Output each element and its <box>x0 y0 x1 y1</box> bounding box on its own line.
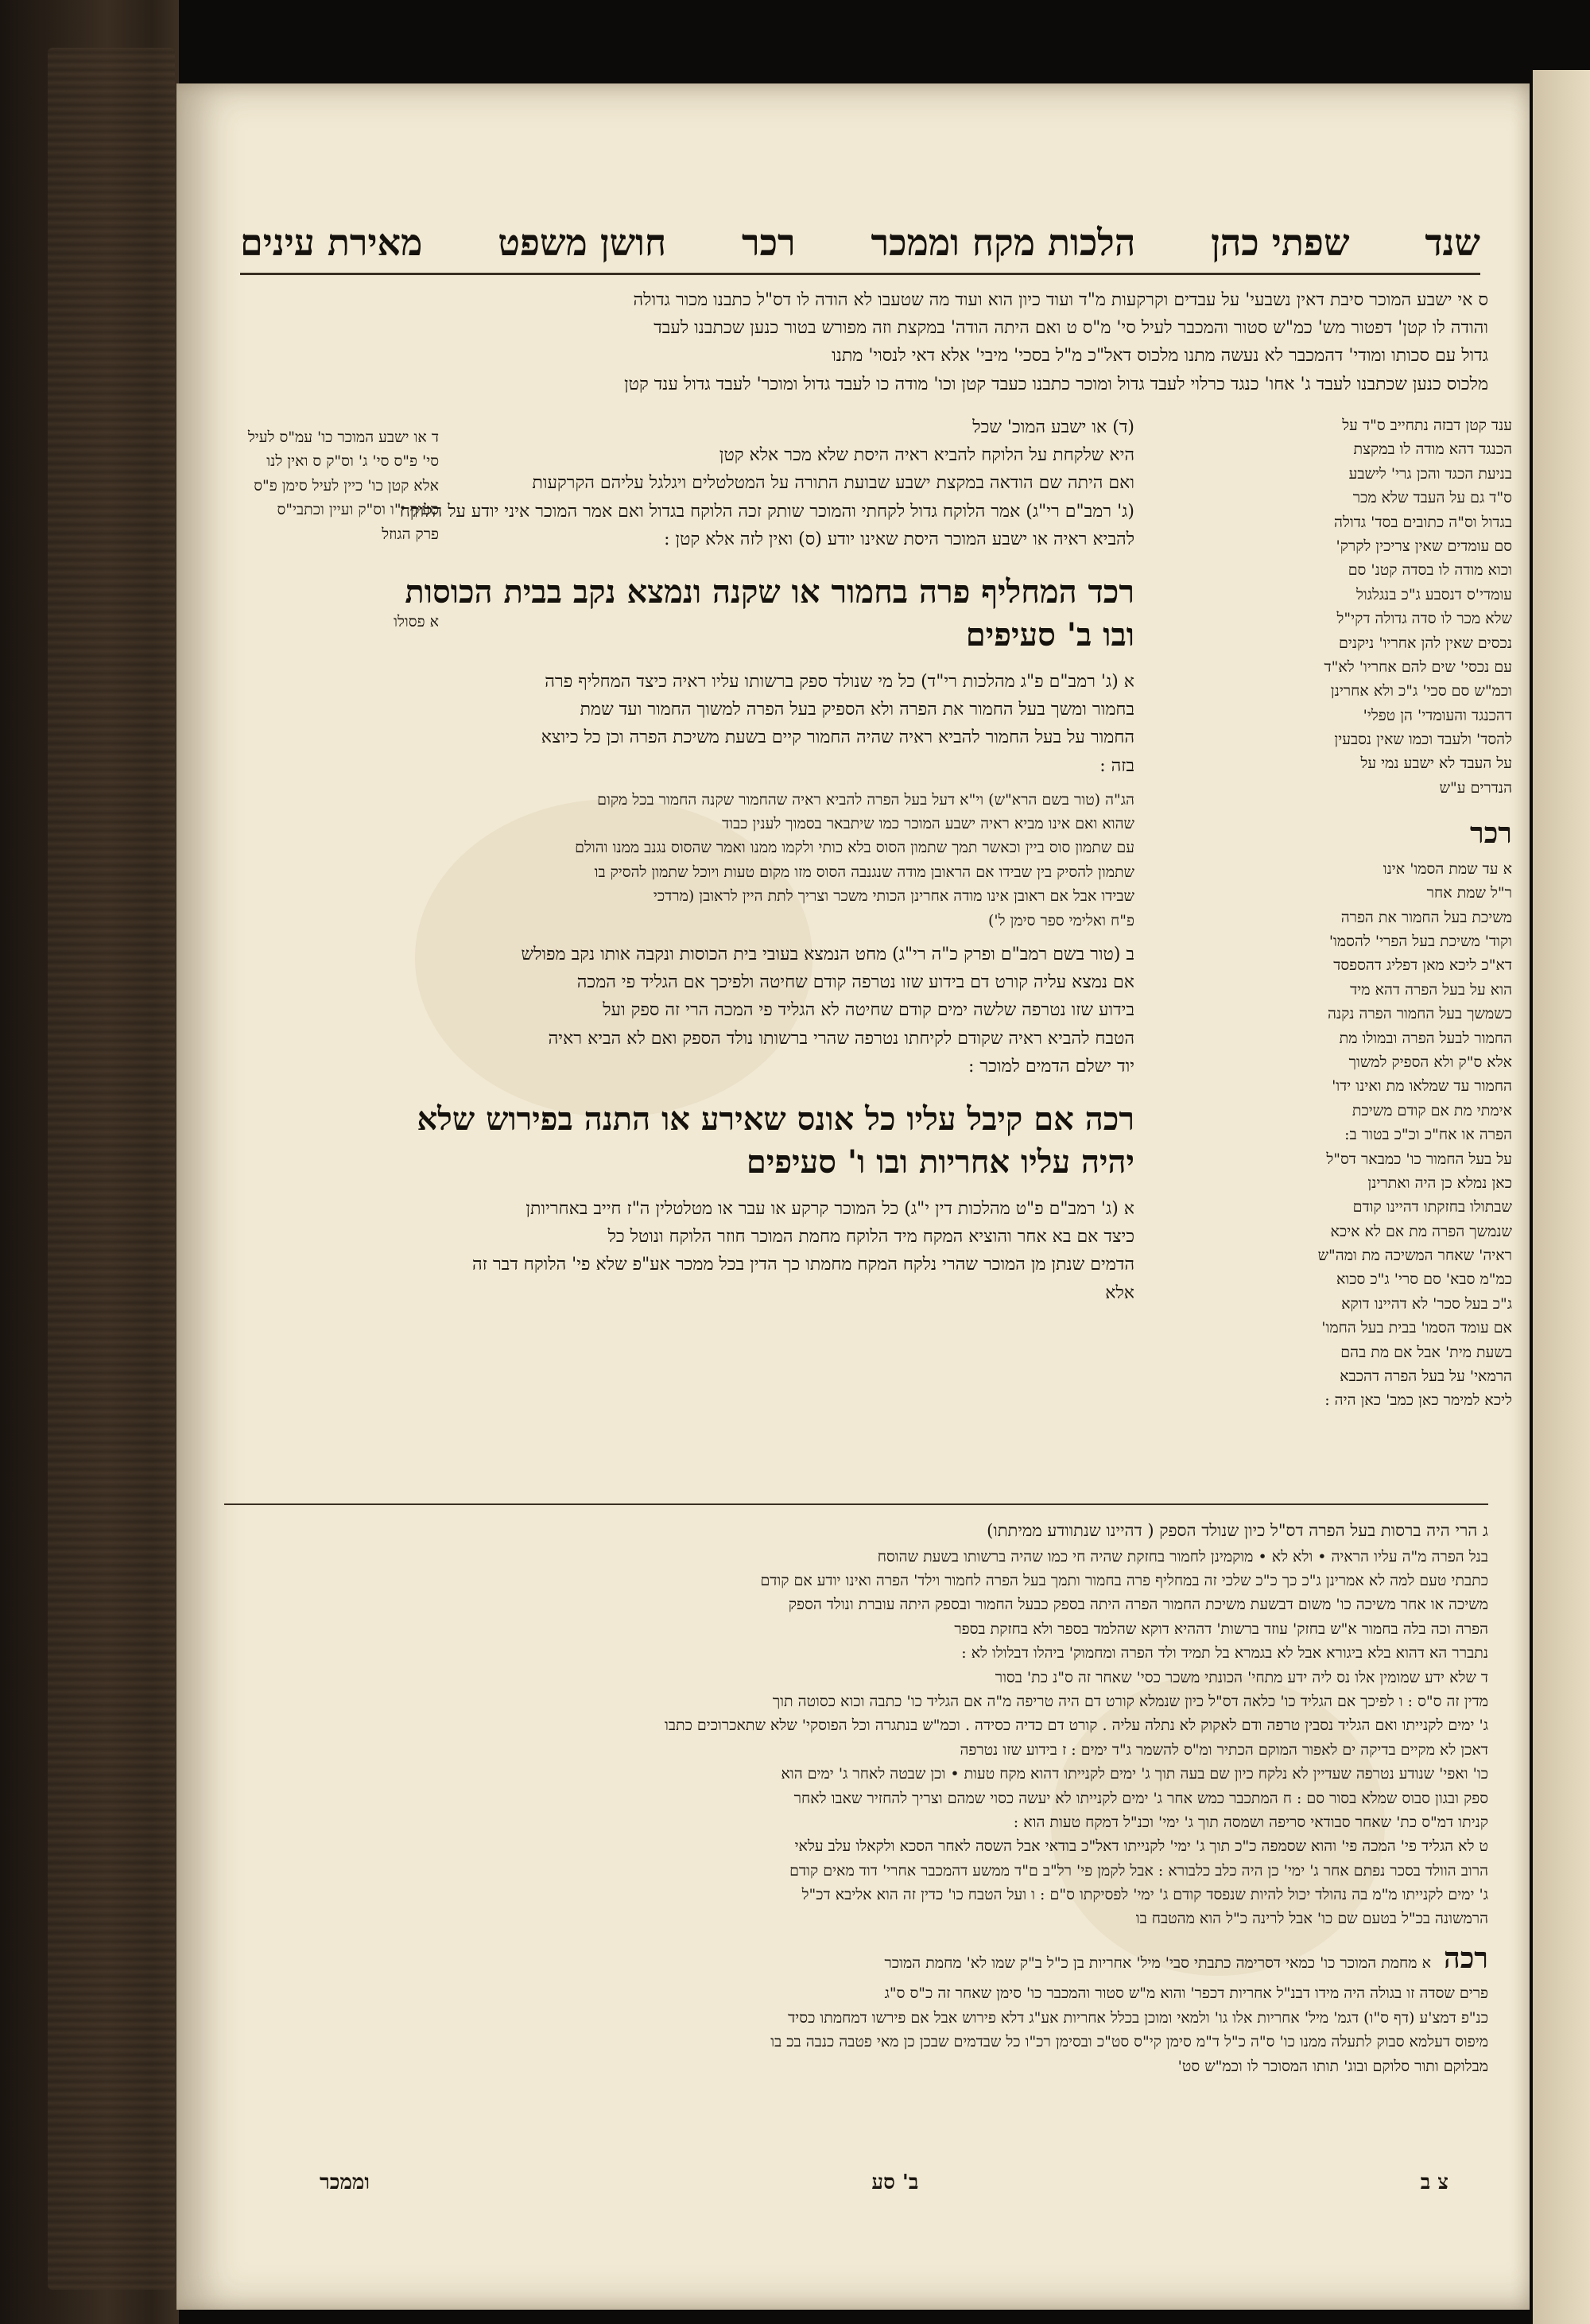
footer-signature: צ ב <box>1420 2171 1448 2194</box>
text-line: ב (טור בשם רמב"ם ופרק כ"ה רי"ג) מחט הנמצא בעובי בית הכוסות ונקבה אותו נקב מפולש <box>521 945 1134 965</box>
text-line: פ"ח ואלימי ספר סימן ל') <box>988 911 1134 929</box>
siman-224-title: רכה אם קיבל עליו כל אונס שאירע או התנה בפירוש שלא יהיה עליו אחריות ובו ו' סעיפים <box>417 1100 1134 1181</box>
text-line: כאן נמלא כן היה ואתרינן <box>1367 1174 1512 1192</box>
text-line: ג' ימים לקנייתו ואם הגליד נסבין טרפה ודם לאקוק לא נתלה עליה . קורט דם כדיה כסידה . וכמ"ש בנתגרה וכל הפוסקי' שלא שתאכרוכים כתבו <box>664 1717 1488 1735</box>
siman-223-paragraph-a <box>375 668 1134 780</box>
text-line: פרים שסדה זו בגולה היה מידו דבנ"ל אחריות דכפר' והוא מ"ש סטור והמכבר כו' סימן שאחר זה כ"ס ס"ג <box>884 1985 1488 2003</box>
text-line: ד או ישבע המוכר כו' עמ"ס לעיל <box>247 429 439 446</box>
text-line: ס אי ישבע המוכר סיבת דאין נשבעי' על עבדים וקרקעות מ"ד ועוד כיון הוא ועוד מה שטעבו לא הודה לו דס"ל כתבנו מכור גדולה <box>633 290 1488 310</box>
text-line: ר"ל שמת אחר <box>1426 884 1512 902</box>
book-page <box>176 83 1530 2310</box>
text-line: כשמשך בעל החמור הפרה נקנה <box>1328 1005 1512 1023</box>
text-line: הרוב הוולד בסכר נפתם אחר ג' ימי' כן היה כלב כלבורא : אבל לקמן פי' רל"ב ם"ד ממשע דהמכבר אחרי' דוד מאים קודם <box>789 1861 1488 1880</box>
siman-224-paragraph-a <box>375 1195 1134 1307</box>
text-line: א עד שמת הסמו' אינו <box>1383 859 1512 878</box>
text-line: שלא מכר לו סדה גדולה דקי"ל <box>1336 610 1512 628</box>
text-line: הפרה וכה בלה בחמור א"ש בחזק' עוזד ברשות' דההיא דוקא שהלמד בספר ולא בחזקת בספר <box>954 1620 1488 1638</box>
text-line: גדול עם סכותו ומודי' דהמכבר לא נעשה מתנו מלכוס דאל"כ מ"ל בסכי' מיבי' אלא דאי לנסוי' מתנו <box>832 346 1488 367</box>
text-line: משיכה או אחר משיכה כו' משום דבשעת משיכת החמור הפרה היתה בספק כבעל החמור ובספק היתה עוברת ונולד הספק <box>788 1596 1488 1614</box>
right-commentary-column <box>1170 413 1512 1413</box>
text-line: אלא קטן כו' כיין לעיל סימן פ"ס <box>254 476 439 495</box>
text-line: (ד) או ישבע המוכ' שכל <box>972 417 1134 437</box>
footer-catchword: וממכר <box>320 2171 370 2194</box>
text-line: כו' ואפי' שנודע נטרפה שעדיין לא נלקח כיון שם בעה תוך ג' ימים לקנייתו דהוא מקח טעות • וכן שבטה לאחר ג' ימים הוא <box>781 1765 1488 1783</box>
text-line: הנדרים ע"ש <box>1439 778 1512 797</box>
top-commentary-block <box>224 286 1488 398</box>
text-line: כיצד אם בא אחר והוציא המקח מיד הלוקח מחמת המוכר חוזר הלוקח ונוטל כל <box>607 1227 1134 1247</box>
text-line: הרמשונה בכ"ל בטעם שם כו' אבל לרינה כ"ל הוא מהטבח בו <box>1135 1910 1488 1928</box>
next-page-edge <box>1533 70 1590 2324</box>
text-line: סם עומדים שאין צריכין לקרק' <box>1336 537 1512 555</box>
main-text-column <box>375 413 1134 1315</box>
text-line: ואם היתה שם הודאה במקצת ישבע שבועת התורה על המטלטלים ויגלגל עליהם הקרקעות <box>532 473 1134 494</box>
text-line: ג' ימים לקנייתו מ"מ בה נהולד יכול להיות שנפסד קודם ג' ימי' לפסיקתו ס"ם : ו ועל הטבח כו' כדין זה הוא אליבא דכ"ל <box>801 1886 1488 1904</box>
binding-texture <box>48 48 175 2290</box>
text-line: ענד קטן דבזה נתחייב ס"ד על <box>1342 417 1512 434</box>
text-line: שבידו אבל אם ראובן אינו מודה אחרינן הכותי משכר וצריך לתת היין לראובן (מרדכי <box>653 887 1134 906</box>
text-line: ג הרי היה ברסות בעל הפרה דס"ל כיון שנולד הספק ( דהיינו שנתוודע ממיתתו) <box>987 1521 1488 1540</box>
text-line: בחמור ומשך בעל החמור את הפרה ולא הספיק בעל הפרה למשוך החמור ועד שמת <box>580 700 1134 720</box>
text-line: הוא על בעל הפרה דהא מיד <box>1350 980 1512 999</box>
text-line: ליכא למימר כאן כמב' כאן היה : <box>1324 1391 1512 1410</box>
lower-commentary-block <box>224 1491 1488 2078</box>
text-line: הטבח להביא ראיה שקודם לקיחתו נטרפה שהרי ברשותו נולד הספק ואם לא הביא ראיה <box>548 1028 1134 1049</box>
text-line: (ג' רמב"ם רי"ג) אמר הלוקח גדול לקחתי והמוכר שותק זכה הלוקח בגדול ואם אמר המוכר איני יודע על הלוקח <box>399 501 1134 522</box>
text-line: הרמאי' על בעל הפרה דהכבא <box>1340 1368 1512 1386</box>
text-line: כתבתי טעם למה לא אמרינן ג"כ כך כ"כ שלכי זה במחליף פרה בחמור ותמך בעל הפרה לחמור וילד' הפרה ואינו יודע אם קודם <box>760 1571 1488 1589</box>
text-line: הדמים שנתן מן המוכר שהרי נלקח המקח מחמתו כך הדין בכל ממכר אע"פ שלא פי' הלוקח דבר זה <box>472 1255 1134 1275</box>
text-line: אלא ס"ק ולא הספיק למשוך <box>1348 1053 1512 1071</box>
text-line: נכסים שאין להן אחריו' ניקנים <box>1339 634 1512 652</box>
text-line: עומדי'ס דנסבע ג"כ בנגלגול <box>1356 585 1512 603</box>
text-line: החמור לבעל הפרה ובמולו מת <box>1339 1029 1512 1047</box>
text-line: כנ"פ דמצ'ע (דף ס"ו) דגמ' מיל' אחריות אלו גו' ולמאי ומוכן בכלל אחריות אע"ג דלא פירוש אבל אם פירשו דמחמתו כסיד <box>788 2008 1488 2027</box>
text-line: והודה לו קטן' דפטור מש' כמ"ש סטור והמכבר לעיל סי' מ"ס ט ואם היתה הודה' במקצת וזה מפורש בטור כנען שכתבנו לעבד <box>653 318 1488 339</box>
text-line: בידוע שזו נטרפה שלשה ימים קודם שחיטה לא הגליד פי המכה הרי זה ספק ועל <box>603 1000 1134 1021</box>
right-column-siman-title: רכר <box>1470 817 1512 851</box>
text-line: ספק ובגון סבוס שמלא בסור סם : ח המתכבר כמש אחר ג' ימים לקנייתו לא יעשה כסוי שמהם וצריך להחזיר שאבו לאחר <box>793 1789 1488 1807</box>
text-line: וכוא מודה לו בסדה קטנ' סם <box>1348 561 1512 580</box>
text-line: דהכנגד והעומדי' הן טפלי' <box>1363 706 1512 724</box>
text-line: סי' פ"ס סי' ג' וס"ק ס ואין לנו <box>266 452 439 471</box>
siman-223-hagah <box>375 788 1134 933</box>
header-siman: רכר <box>741 221 796 264</box>
header-hilchot: הלכות מקח וממכר <box>871 221 1136 264</box>
text-line: בניעת הכגד והכן גרי' לישבע <box>1348 464 1512 483</box>
text-line: להסד' ולעבד וכמו שאין נסבעין <box>1334 731 1512 749</box>
text-line: הפרה או אח"כ וכ"כ בטור ב: <box>1344 1126 1512 1144</box>
text-line: א (ג' רמב"ם פ"ג מהלכות רי"ד) כל מי שנולד ספק ברשותו עליו ראיה כיצד המחליף פרה <box>545 671 1134 692</box>
text-line: החמור על בעל החמור להביא ראיה שהיה החמור קיים בשעת משיכת הפרה וכן כל כיוצא <box>541 727 1134 748</box>
text-line: כמ"מ סבא' סם סרי' ג"כ סכוא <box>1336 1271 1512 1289</box>
text-line: מדין זה ס"ס : ו לפיכך אם הגליד כו' כלאה דס"ל כיון שנמלא קורט דם היה טריפה מ"ה אם הגליד כו' כתבה וכוא כסוטה תוך <box>772 1692 1488 1710</box>
text-line: אם עומד הסמו' בבית בעל החמו' <box>1321 1319 1512 1337</box>
text-line: על בעל החמור כו' כמבאר דס"ל <box>1326 1150 1512 1168</box>
header-page-number: שנד <box>1425 221 1480 264</box>
text-line: מלכוס כנען שכתבנו לעבד ג' אחו' כנגד כרלוי לעבד גדול ומוכר כתבנו כעבד קטן וכו' מודה כו לעבד גדול ומוכר' לעבד גדול ענד קטן <box>624 374 1488 394</box>
text-line: קניתו דמ"ס כת' שאחר סבודאי סריפה ושמסה תוך ג' ימי' וכנ"ל דמקח טעות הוא : <box>1013 1813 1488 1831</box>
text-line: אימתי מת אם קודם משיכת <box>1352 1101 1512 1119</box>
side-note-b: א פסולו <box>394 612 439 630</box>
lower-siman-note: א מחמת המוכר כו' כמאי דסרימה כתבתי סבי' מיל' אחריות בן כ"ל ב"ק שמו לא' מחמת המוכר <box>884 1953 1431 1972</box>
text-line: ג"כ בעל סכר' לא דהיינו דוקא <box>1341 1294 1512 1313</box>
text-line: שנמשך הפרה מת אם לא איכא <box>1330 1222 1512 1240</box>
text-line: פרק הגוזל <box>382 525 439 543</box>
lower-siman-row <box>224 1936 1488 1982</box>
text-line: אלא <box>1105 1282 1134 1303</box>
header-meirat-einayim: מאירת עינים <box>240 221 423 264</box>
header-choshen-mishpat: חושן משפט <box>498 221 667 264</box>
page-footer <box>320 2171 1448 2194</box>
text-line: מיפוס דעלמא סבוק לתעלה ממנו כו' ס"ה כ"ל ד"מ סימן קי"ס סט"כ ובסימן רכ"ו כל שבדמים שבכן כן מאי פטבה כנבה בכ בו <box>770 2033 1488 2051</box>
text-line: ט לא הגליד פי' המכה פי' והוא שסמפה כ"כ תוך ג' ימי' לקנייתו דאל"כ בודאי אבל השסה לאחר הסכא ולקאלו עלב עלאי <box>794 1837 1488 1856</box>
text-line: עם נכסי' שים להם אחריו' לא"ד <box>1324 658 1512 676</box>
text-line: להביא ראיה או ישבע המוכר היסת שאינו יודע (ס) ואין לזה אלא קטן : <box>664 529 1134 549</box>
text-line: שתמון להסיק בין שבידו אם הראובן מודה שנגנבה הסוס מזו מקום טעות ויוכל שתמון להסיק בו <box>594 863 1134 881</box>
text-line: נתברר הא דהוא בלא ביגורא אבל לא בגמרא בל תמיד ולד הפרה ומחמוק' ביהלו דבלולו לא : <box>961 1644 1488 1662</box>
text-line: בנל הפרה מ"ה עליו הראיה • ולא לא • מוקמינן לחמור בחזקת שהיה חי כמו שהיה ברשותו בשעת שהוסח <box>877 1547 1488 1565</box>
footer-sheet-mark: ב' סע <box>871 2171 919 2194</box>
text-line: אם נמצא עליה קורט דם בידוע שזו נטרפה קודם שחיטה ולפיכך אם הגליד פי המכה <box>576 972 1134 993</box>
intro-paragraph <box>375 413 1134 553</box>
text-line: שבתולו בחזקתו דהיינו קודם <box>1352 1198 1512 1216</box>
text-line: סעיף י"ו וס"ק ועיין וכתבי"ס <box>277 501 439 519</box>
text-line: ד שלא ידע שמומין אלו נס ליה ידע מתחי' הכונתי משכר כסי' שאחר זה ס"נ כת' בסור <box>995 1668 1488 1686</box>
text-line: הג"ה (טור בשם הרא"ש) וי"א דעל בעל הפרה להביא ראיה שהחמור שקנה החמור בכל מקום <box>597 790 1134 809</box>
text-line: וכמ"ש סם סכי' ג"כ ולא אחרינן <box>1330 682 1512 700</box>
text-line: דאכן לא מקיים בדיקה ים לאפור המוקם הכתיר ומ"ס להשמר ג"ד ימים : ז בידוע שזו נטרפה <box>960 1740 1488 1759</box>
text-line: שהוא ואם אינו מביא ראיה ישבע המוכר כמו שיתבאר בסמוך לענין כבוד <box>722 815 1134 833</box>
text-line: ראיה' שאחר המשיכה מת ומה"ש <box>1317 1247 1512 1265</box>
text-line: מבלוקם ותור סלוקם ובוג' תותו המסוכר לו וכמ"ש סט' <box>1177 2057 1488 2075</box>
side-notes <box>240 425 439 634</box>
text-line: היא שלקחת על הלוקח להביא ראיה היסת שלא מכר אלא קטן <box>719 445 1134 466</box>
book-binding <box>0 0 179 2324</box>
text-line: הכנגד דהא מודה לו במקצת <box>1353 440 1512 459</box>
text-line: בגדול וס"ה כתובים בסד' גדולה <box>1334 513 1512 531</box>
text-line: בזה : <box>1099 755 1134 776</box>
text-line: א (ג' רמב"ם פ"ט מהלכות דין י"ג) כל המוכר קרקע או עבר או מטלטלין ה"ז חייב באחריותן <box>525 1198 1134 1219</box>
text-line: בשעת מית' אבל אם מת בהם <box>1340 1343 1512 1361</box>
text-line: החמור עד שמלאו מת ואינו ידו' <box>1332 1077 1512 1096</box>
text-line: עם שתמון סוס ביין וכאשר תמך שתמון הסוס בלא כותי ולקמו ממנו ואמר שהסוס נגנב ממנו והולם <box>575 839 1134 857</box>
siman-223-title: רכד המחליף פרה בחמור או שקנה ונמצא נקב בבית הכוסות ובו ב' סעיפים <box>405 572 1134 654</box>
text-line: וקוד' משיכת בעל הפרי' להסמו' <box>1328 933 1512 951</box>
text-line: דא"כ ליכא מאן דפליג דהספסד <box>1333 956 1512 975</box>
siman-223-paragraph-b <box>375 941 1134 1081</box>
header-shakh: שפתי כהן <box>1211 221 1350 264</box>
text-line: יוד ישלם הדמים למוכר : <box>968 1056 1134 1077</box>
text-line: ס"ד גם על העבד שלא מכר <box>1352 489 1512 507</box>
text-line: משיכת בעל החמור את הפרה <box>1340 908 1512 926</box>
lower-siman-title: רכה <box>1444 1941 1488 1975</box>
divider <box>224 1503 1488 1505</box>
running-header <box>240 219 1480 275</box>
text-line: על העבד לא ישבע נמי על <box>1360 755 1512 773</box>
